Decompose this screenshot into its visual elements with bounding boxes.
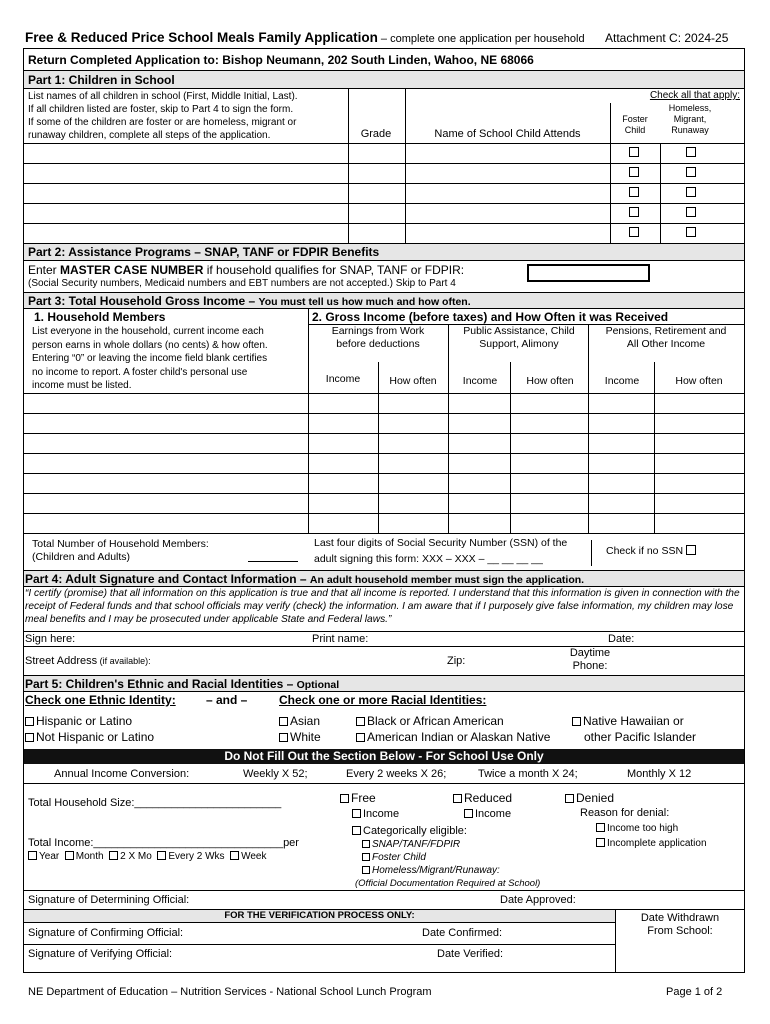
income-col-3: Income <box>604 375 640 387</box>
monthly-conversion: Monthly X 12 <box>627 768 692 780</box>
determining-signature-label: Signature of Determining Official: <box>28 894 190 906</box>
zip-label: Zip: <box>447 655 466 667</box>
confirming-signature-label: Signature of Confirming Official: <box>28 927 184 939</box>
official-doc-note: (Official Documentation Required at School) <box>355 878 541 889</box>
income-col-1: Income <box>325 373 361 385</box>
check-all-label: Check all that apply: <box>649 90 740 101</box>
part3-instructions: List everyone in the household, current income each person earns in whole dollars (no cents) & how often. Entering “0” or leaving the income field blank certifies no income to report. A foster child's personal use income must be listed. <box>32 326 268 391</box>
foster-checkbox-4[interactable] <box>629 207 639 217</box>
foster-checkbox-2[interactable] <box>629 167 639 177</box>
free-checkbox[interactable] <box>340 794 349 803</box>
part1-instructions: List names of all children in school (First, Middle Initial, Last). If all children listed are foster, skip to Part 4 to sign the form. If some of the children are foster or are homeless, migrant or runaway children, complete all steps of the application. <box>28 91 298 141</box>
hawaiian-option[interactable]: Native Hawaiian or <box>572 714 684 728</box>
print-name-label: Print name: <box>312 633 369 645</box>
col-school: Name of School Child Attends <box>434 128 581 140</box>
school-use-banner: Do Not Fill Out the Section Below - For School Use Only <box>24 749 744 764</box>
total-income-field[interactable]: Total Income:_______________________________per <box>28 837 299 849</box>
page-number: Page 1 of 2 <box>666 986 723 998</box>
date-approved-label: Date Approved: <box>500 894 576 906</box>
master-case-number-input[interactable] <box>527 264 650 282</box>
col-grade: Grade <box>360 128 392 140</box>
ssn-text: Last four digits of Social Security Number (SSN) of the adult signing this form: XXX – XXX – __ __ __ __ <box>314 537 568 565</box>
snap-checkbox[interactable] <box>362 840 370 848</box>
date-withdrawn-label: Date Withdrawn From School: <box>640 912 720 937</box>
certification-statement: “I certify (promise) that all information on this application is true and that all income is reported. I understand that this information is given in connection with the receipt of Federal funds and that school officials may verify (check) the information. I am aware that if I purposely give false information, my children may lose meal benefits and I may be prosecuted under applicable State and Federal laws.” <box>25 588 740 625</box>
assistance-group-header: Public Assistance, Child Support, Alimony <box>463 325 575 350</box>
income-col-2: Income <box>462 375 498 387</box>
incomplete-checkbox[interactable] <box>596 838 605 847</box>
part5-heading: Part 5: Children's Ethnic and Racial Identities – Optional <box>25 677 340 691</box>
no-ssn-checkbox[interactable] <box>686 545 696 555</box>
twice-month-checkbox[interactable] <box>109 851 118 860</box>
footer-left: NE Department of Education – Nutrition Services - National School Lunch Program <box>28 986 432 998</box>
how-often-col-2: How often <box>526 375 574 387</box>
asian-checkbox[interactable] <box>279 717 288 726</box>
date-verified-label: Date Verified: <box>437 948 504 960</box>
american-indian-checkbox[interactable] <box>356 733 365 742</box>
verifying-signature-label: Signature of Verifying Official: <box>28 948 173 960</box>
form-title: Free & Reduced Price School Meals Family Application <box>25 30 378 45</box>
total-members-input[interactable] <box>248 561 298 562</box>
how-often-col-3: How often <box>675 375 723 387</box>
snap-option[interactable]: SNAP/TANF/FDPIR <box>362 839 460 850</box>
reduced-income-option[interactable]: Income <box>464 808 511 820</box>
black-option[interactable]: Black or African American <box>356 714 504 728</box>
total-members-label: Total Number of Household Members: (Children and Adults) <box>32 538 209 563</box>
every-2-weeks-checkbox[interactable] <box>157 851 166 860</box>
date-confirmed-label: Date Confirmed: <box>422 927 503 939</box>
col-foster: Foster Child <box>622 114 648 135</box>
categorical-checkbox[interactable] <box>352 826 361 835</box>
reduced-checkbox[interactable] <box>453 794 462 803</box>
hispanic-checkbox[interactable] <box>25 717 34 726</box>
twice-monthly-conversion: Twice a month X 24; <box>478 768 578 780</box>
homeless-checkbox-3[interactable] <box>686 187 696 197</box>
income-too-high-option[interactable]: Income too high <box>596 823 678 834</box>
hawaiian-checkbox[interactable] <box>572 717 581 726</box>
earnings-group-header: Earnings from Work before deductions <box>331 325 425 350</box>
ethnic-identity-label: Check one Ethnic Identity: <box>25 693 176 707</box>
part2-line1: Enter MASTER CASE NUMBER if household qualifies for SNAP, TANF or FDPIR: <box>28 263 465 277</box>
part2-line2: (Social Security numbers, Medicaid numbers and EBT numbers are not accepted.) Skip to Part 4 <box>28 278 456 289</box>
foster-checkbox-3[interactable] <box>629 187 639 197</box>
date-label: Date: <box>608 633 635 645</box>
incomplete-option[interactable]: Incomplete application <box>596 838 707 849</box>
income-too-high-checkbox[interactable] <box>596 823 605 832</box>
foster-checkbox[interactable] <box>362 853 370 861</box>
part1-heading: Part 1: Children in School <box>28 73 175 87</box>
form-subtitle: – complete one application per household <box>377 33 585 45</box>
homeless-checkbox-2[interactable] <box>686 167 696 177</box>
homeless-checkbox-4[interactable] <box>686 207 696 217</box>
homeless-option[interactable]: Homeless/Migrant/Runaway: <box>362 865 500 876</box>
how-often-col-1: How often <box>389 375 437 387</box>
attachment-label: Attachment C: 2024-25 <box>605 31 729 45</box>
homeless-checkbox-1[interactable] <box>686 147 696 157</box>
hispanic-option[interactable]: Hispanic or Latino <box>25 714 132 728</box>
part2-heading: Part 2: Assistance Programs – SNAP, TANF or FDPIR Benefits <box>28 245 380 259</box>
reason-denial-label: Reason for denial: <box>580 807 670 819</box>
col-homeless: Homeless, Migrant, Runaway <box>668 103 712 135</box>
gross-income-label: 2. Gross Income (before taxes) and How Often it was Received <box>312 310 669 324</box>
and-separator: – and – <box>206 693 248 707</box>
biweekly-conversion: Every 2 weeks X 26; <box>346 768 447 780</box>
free-option[interactable]: Free <box>340 791 376 805</box>
part4-heading: Part 4: Adult Signature and Contact Information – An adult household member must sign the application. <box>25 572 585 586</box>
week-checkbox[interactable] <box>230 851 239 860</box>
reduced-income-checkbox[interactable] <box>464 809 473 818</box>
foster-checkbox-5[interactable] <box>629 227 639 237</box>
month-checkbox[interactable] <box>65 851 74 860</box>
homeless-checkbox[interactable] <box>362 866 370 874</box>
foster-option[interactable]: Foster Child <box>362 852 426 863</box>
return-address: Bishop Neumann, 202 South Linden, Wahoo, NE 68066 <box>218 53 534 67</box>
conversion-label: Annual Income Conversion: <box>54 768 190 780</box>
categorical-option[interactable]: Categorically eligible: <box>352 825 467 837</box>
verification-heading: FOR THE VERIFICATION PROCESS ONLY: <box>224 910 415 921</box>
weekly-conversion: Weekly X 52; <box>243 768 308 780</box>
hawaiian-option-line2: other Pacific Islander <box>584 730 697 744</box>
american-indian-option[interactable]: American Indian or Alaskan Native <box>356 730 550 744</box>
no-ssn-label: Check if no SSN <box>606 545 696 557</box>
household-size-field[interactable]: Total Household Size:________________________ <box>28 797 282 809</box>
denied-checkbox[interactable] <box>565 794 574 803</box>
white-checkbox[interactable] <box>279 733 288 742</box>
part3-heading: Part 3: Total Household Gross Income – You must tell us how much and how often. <box>28 294 471 308</box>
free-income-checkbox[interactable] <box>352 809 361 818</box>
household-members-label: 1. Household Members <box>34 310 166 324</box>
foster-checkbox-1[interactable] <box>629 147 639 157</box>
reduced-option[interactable]: Reduced <box>453 791 512 805</box>
racial-identity-label: Check one or more Racial Identities: <box>279 693 487 707</box>
not-hispanic-checkbox[interactable] <box>25 733 34 742</box>
return-line <box>28 53 534 67</box>
homeless-checkbox-5[interactable] <box>686 227 696 237</box>
return-label: Return Completed Application to: <box>28 53 219 67</box>
denied-option[interactable]: Denied <box>565 791 614 805</box>
black-checkbox[interactable] <box>356 717 365 726</box>
white-option[interactable]: White <box>279 730 321 744</box>
not-hispanic-option[interactable]: Not Hispanic or Latino <box>25 730 154 744</box>
street-address-label: Street Address (if available): <box>25 655 151 667</box>
asian-option[interactable]: Asian <box>279 714 320 728</box>
year-checkbox[interactable] <box>28 851 37 860</box>
free-income-option[interactable]: Income <box>352 808 399 820</box>
daytime-phone-label: Daytime Phone: <box>569 647 611 672</box>
frequency-options: Year Month 2 X Mo Every 2 Wks Week <box>28 851 266 862</box>
pensions-group-header: Pensions, Retirement and All Other Income <box>605 325 727 350</box>
sign-here-label: Sign here: <box>25 633 76 645</box>
